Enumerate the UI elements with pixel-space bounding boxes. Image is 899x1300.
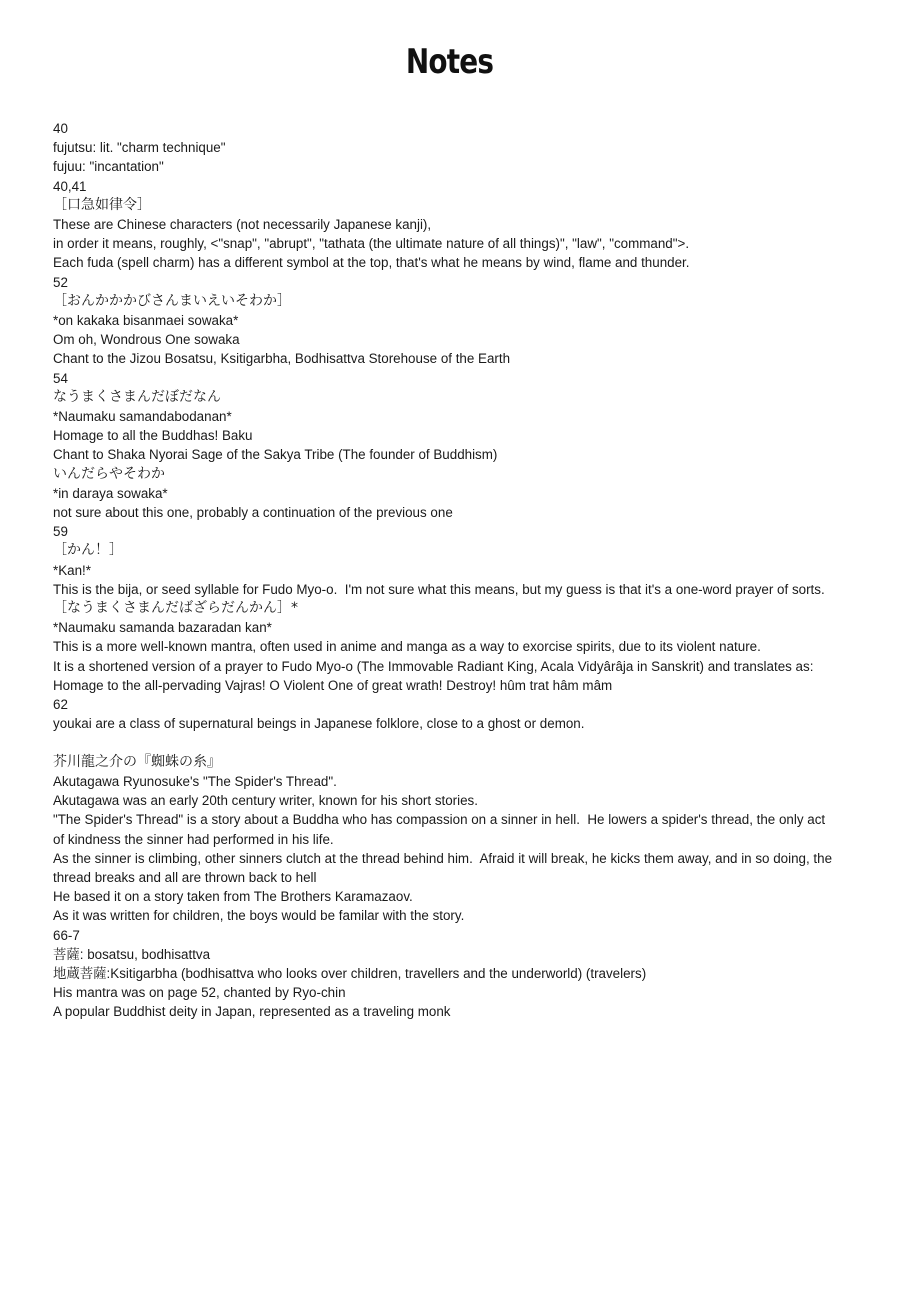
- note-line: 62: [53, 697, 68, 713]
- note-line: *Naumaku samandabodanan*: [53, 409, 232, 425]
- note-line: 54: [53, 370, 68, 386]
- note-line: 40,41: [53, 178, 87, 194]
- note-line: 59: [53, 524, 68, 540]
- note-line: in order it means, roughly, <"snap", "abrupt", "tathata (the ultimate nature of all things)", "law", "command">.: [53, 236, 690, 252]
- note-line: *Kan!*: [53, 562, 91, 578]
- note-line: *on kakaka bisanmaei sowaka*: [53, 313, 239, 329]
- note-line: youkai are a class of supernatural beings in Japanese folklore, close to a ghost or demon.: [53, 716, 585, 732]
- note-line: 菩薩: bosatsu, bodhisattva: [53, 946, 211, 962]
- note-line: なうまくさまんだぼだなん: [53, 388, 221, 405]
- note-line: fujutsu: lit. "charm technique": [53, 140, 226, 156]
- note-line: *Naumaku samanda bazaradan kan*: [53, 620, 272, 636]
- note-line: 芥川龍之介の『蜘蛛の糸』: [53, 753, 221, 770]
- note-line: *in daraya sowaka*: [53, 485, 168, 501]
- note-line: not sure about this one, probably a continuation of the previous one: [53, 505, 453, 521]
- note-line: As it was written for children, the boys would be familar with the story.: [53, 908, 465, 924]
- note-line: 52: [53, 274, 68, 290]
- note-line: As the sinner is climbing, other sinners clutch at the thread behind him. Afraid it will break, he kicks them away, and in so doing, the thread breaks and all are thrown back to hell: [53, 850, 836, 885]
- note-line: fujuu: "incantation": [53, 159, 164, 175]
- note-line: His mantra was on page 52, chanted by Ryo-chin: [53, 985, 346, 1001]
- note-line: It is a shortened version of a prayer to Fudo Myo-o (The Immovable Radiant King, Acala Vidyârâja in Sanskrit) and translates as:: [53, 658, 814, 674]
- notes-body: [53, 119, 836, 1022]
- note-line: "The Spider's Thread" is a story about a Buddha who has compassion on a sinner in hell. He lowers a spider's thread, the only act of kindness the sinner had performed in his life.: [53, 812, 829, 847]
- note-line: He based it on a story taken from The Brothers Karamazaov.: [53, 889, 413, 905]
- note-line: Homage to all the Buddhas! Baku: [53, 428, 253, 444]
- note-line: ［おんかかかびさんまいえいそわか］: [53, 292, 291, 309]
- note-line: ［口急如律令］: [53, 196, 151, 213]
- blank-line: [53, 734, 833, 753]
- note-line: 地蔵菩薩:Ksitigarbha (bodhisattva who looks over children, travellers and the underworld) (travelers): [53, 965, 647, 981]
- note-line: いんだらやそわか: [53, 465, 165, 482]
- note-line: Akutagawa Ryunosuke's "The Spider's Thread".: [53, 773, 337, 789]
- note-line: These are Chinese characters (not necessarily Japanese kanji),: [53, 217, 432, 233]
- page-title: Notes: [405, 42, 494, 82]
- note-line: Chant to Shaka Nyorai Sage of the Sakya Tribe (The founder of Buddhism): [53, 447, 498, 463]
- note-line: 40: [53, 121, 68, 136]
- note-line: This is a more well-known mantra, often used in anime and manga as a way to exorcise spirits, due to its violent nature.: [53, 639, 761, 655]
- note-line: Om oh, Wondrous One sowaka: [53, 332, 240, 348]
- note-line: This is the bija, or seed syllable for Fudo Myo-o. I'm not sure what this means, but my guess is that it's a one-word prayer of sorts.: [53, 581, 825, 597]
- note-line: ［なうまくさまんだばざらだんかん］*: [53, 600, 298, 617]
- note-line: 66-7: [53, 927, 80, 943]
- note-line: Homage to the all-pervading Vajras! O Violent One of great wrath! Destroy! hûm trat hâm mâm: [53, 677, 613, 693]
- note-line: ［かん！］: [53, 542, 123, 559]
- note-line: Akutagawa was an early 20th century writer, known for his short stories.: [53, 793, 478, 809]
- note-line: Chant to the Jizou Bosatsu, Ksitigarbha, Bodhisattva Storehouse of the Earth: [53, 351, 511, 367]
- note-line: Each fuda (spell charm) has a different symbol at the top, that's what he means by wind, flame and thunder.: [53, 255, 690, 271]
- note-line: A popular Buddhist deity in Japan, represented as a traveling monk: [53, 1004, 451, 1020]
